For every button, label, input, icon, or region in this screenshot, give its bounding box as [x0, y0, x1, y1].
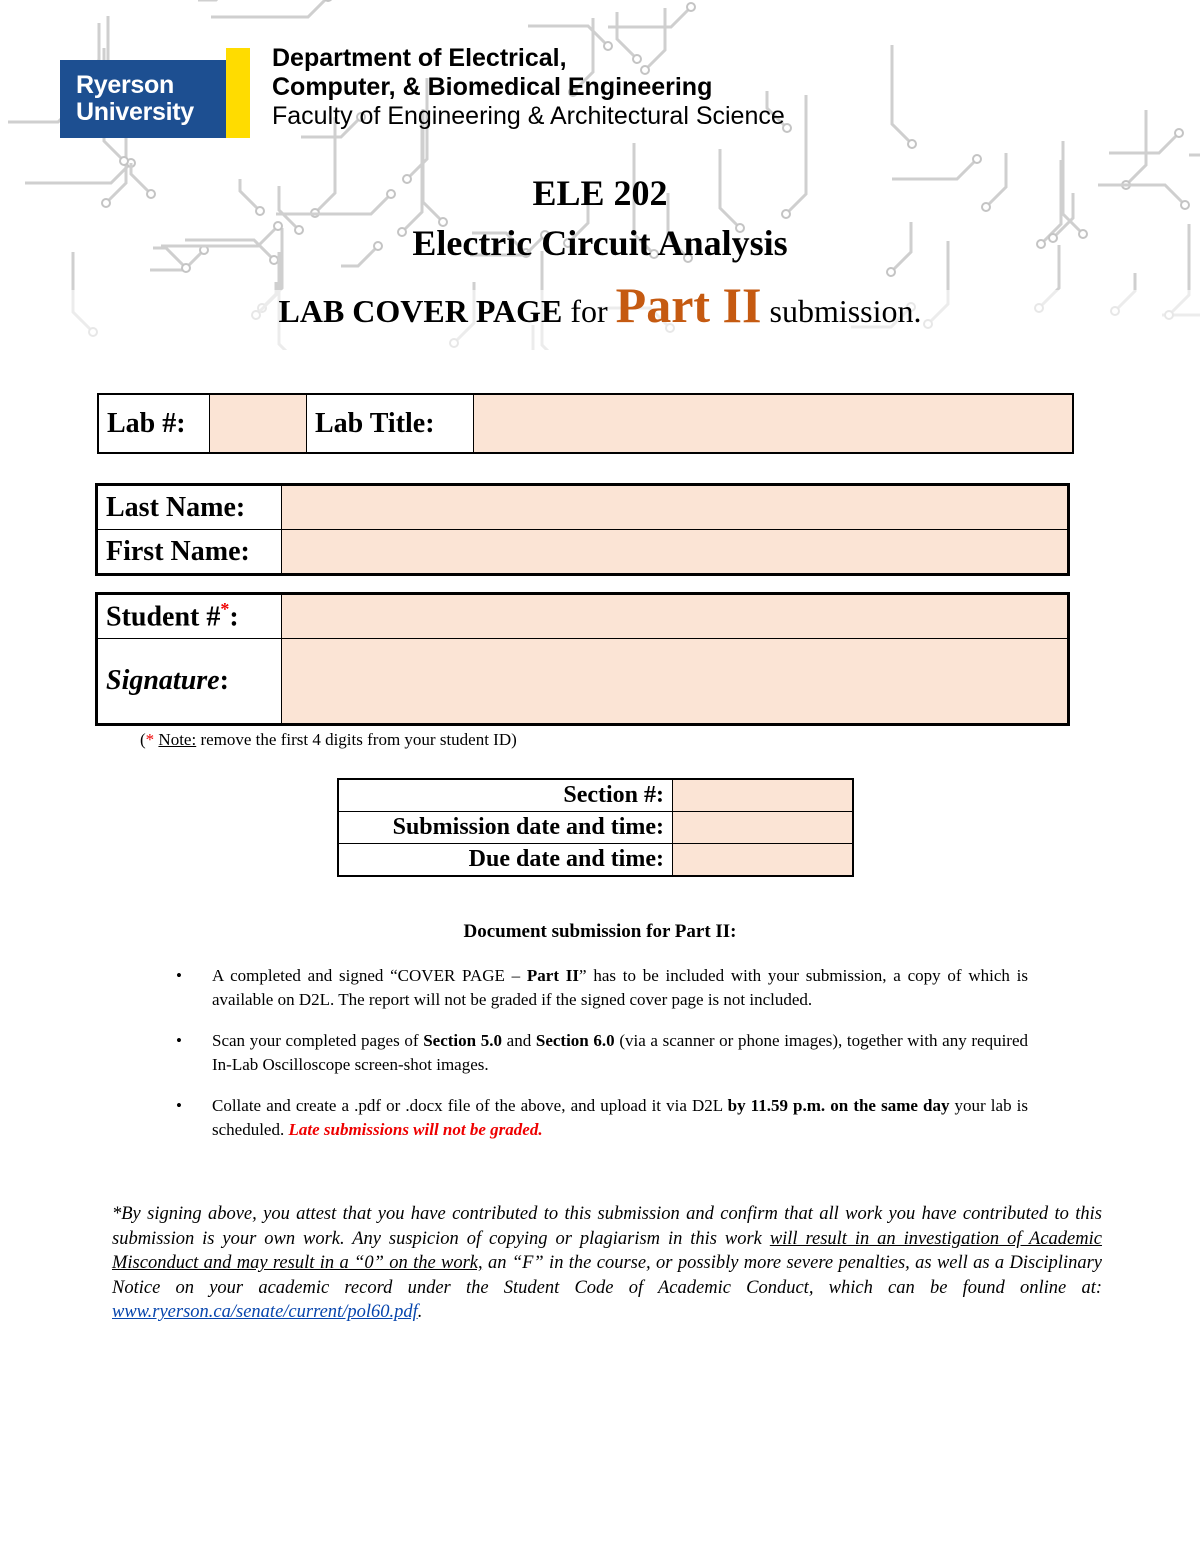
circuit-node [1175, 129, 1183, 137]
circuit-node [887, 268, 895, 276]
section-field[interactable] [673, 779, 854, 812]
b3-text-c: your lab is scheduled. [212, 1096, 1029, 1139]
circuit-trace [892, 45, 912, 144]
b1-text-b: Part II [526, 966, 580, 985]
note-text: remove the first 4 digits from your student ID) [200, 730, 517, 749]
late-warning: Late submissions will not be graded. [288, 1120, 543, 1139]
lab-info-table [97, 393, 1074, 454]
signature-colon: : [219, 665, 229, 696]
student-num-text: Student # [106, 601, 221, 633]
due-date-label: Due date and time: [338, 844, 673, 877]
note-word: Note: [158, 730, 197, 749]
submission-title: Document submission for Part II: [463, 921, 737, 942]
policy-link[interactable]: www.ryerson.ca/senate/current/pol60.pdf [112, 1302, 418, 1323]
section-label: Section #: [338, 779, 673, 812]
student-id-note [140, 730, 517, 750]
course-name: Electric Circuit Analysis [412, 223, 788, 263]
circuit-trace [528, 26, 608, 46]
submission-date-label: Submission date and time: [338, 812, 673, 844]
student-table [95, 592, 1070, 726]
lab-num-label: Lab #: [98, 394, 210, 453]
signature-text: Signature [106, 665, 220, 696]
university-logo [60, 60, 232, 138]
logo-text [76, 72, 194, 126]
instruction-item [176, 964, 1028, 1012]
student-num-star: * [220, 599, 230, 620]
student-num-colon: : [229, 601, 239, 633]
lab-title-label: Lab Title: [307, 394, 474, 453]
circuit-node [120, 157, 128, 165]
b2-text-c: and [501, 1031, 536, 1050]
signature-label [97, 639, 282, 725]
circuit-node [908, 140, 916, 148]
b1-text-a: A completed and signed “COVER PAGE – [212, 966, 527, 985]
student-num-label [97, 594, 282, 639]
course-code: ELE 202 [532, 173, 668, 213]
dept-line-1: Department of Electrical, [272, 44, 567, 72]
b3-text-b: by 11.59 p.m. on the same day [727, 1096, 950, 1115]
attest-underlined: will result in an investigation of Academic Misconduct and may result in a “0” on the work, [112, 1228, 1102, 1274]
cover-for: for [570, 293, 608, 329]
attest-period: . [417, 1302, 423, 1323]
name-table [95, 483, 1070, 576]
circuit-trace [1109, 133, 1179, 153]
cover-prefix: LAB COVER PAGE [278, 293, 563, 329]
logo-yellow-bar [226, 48, 250, 138]
circuit-node [973, 155, 981, 163]
circuit-node [687, 3, 695, 11]
faculty-line: Faculty of Engineering & Architectural Science [272, 102, 785, 130]
b2-text-e: (via a scanner or phone images), together with any required In-Lab Oscilloscope screen-shot images. [212, 1031, 1029, 1074]
note-star: * [145, 730, 155, 749]
last-name-field[interactable] [282, 485, 1069, 530]
section-table [337, 778, 854, 877]
circuit-node [182, 264, 190, 272]
attest-text-2: an “F” in the course, or possibly more severe penalties, as well as a Disciplinary Notice on your academic record under the Student Code of Academic Conduct, which can be found online at: [112, 1253, 1102, 1298]
attest-text-1: *By signing above, you attest that you have contributed to this submission and confirm that all work you have contributed to this submission is your own work. Any suspicion of copying or plagiarism in this work [112, 1204, 1102, 1249]
b2-text-b: Section 5.0 [423, 1031, 502, 1050]
logo-line-2: University [76, 98, 194, 126]
due-date-field[interactable] [673, 844, 854, 877]
logo-line-1: Ryerson [76, 71, 174, 99]
first-name-field[interactable] [282, 530, 1069, 575]
last-name-label: Last Name: [97, 485, 282, 530]
b2-text-a: Scan your completed pages of [212, 1031, 424, 1050]
attestation-paragraph [112, 1202, 1102, 1325]
cover-part: Part II [615, 277, 762, 333]
circuit-node [324, 0, 332, 1]
signature-field[interactable] [282, 639, 1069, 725]
submission-instructions [176, 964, 1028, 1159]
b3-text-a: Collate and create a .pdf or .docx file of the above, and upload it via D2L [212, 1096, 728, 1115]
circuit-trace [1189, 135, 1200, 155]
student-num-field[interactable] [282, 594, 1069, 639]
b1-text-c: ” has to be included with your submission, a copy of which is available on D2L. The report will not be graded if the signed cover page is not included. [212, 966, 1028, 1009]
cover-suffix: submission. [769, 293, 922, 329]
instruction-item [176, 1029, 1028, 1077]
circuit-trace [608, 7, 691, 27]
lab-num-field[interactable] [210, 394, 307, 453]
circuit-trace [211, 0, 328, 17]
first-name-label: First Name: [97, 530, 282, 575]
lab-title-field[interactable] [474, 394, 1074, 453]
dept-line-2: Computer, & Biomedical Engineering [272, 73, 713, 101]
department-block [272, 44, 785, 131]
cover-page-title [0, 276, 1200, 334]
b2-text-d: Section 6.0 [535, 1031, 615, 1050]
note-open: ( [140, 730, 146, 749]
instruction-item [176, 1094, 1028, 1142]
submission-date-field[interactable] [673, 812, 854, 844]
